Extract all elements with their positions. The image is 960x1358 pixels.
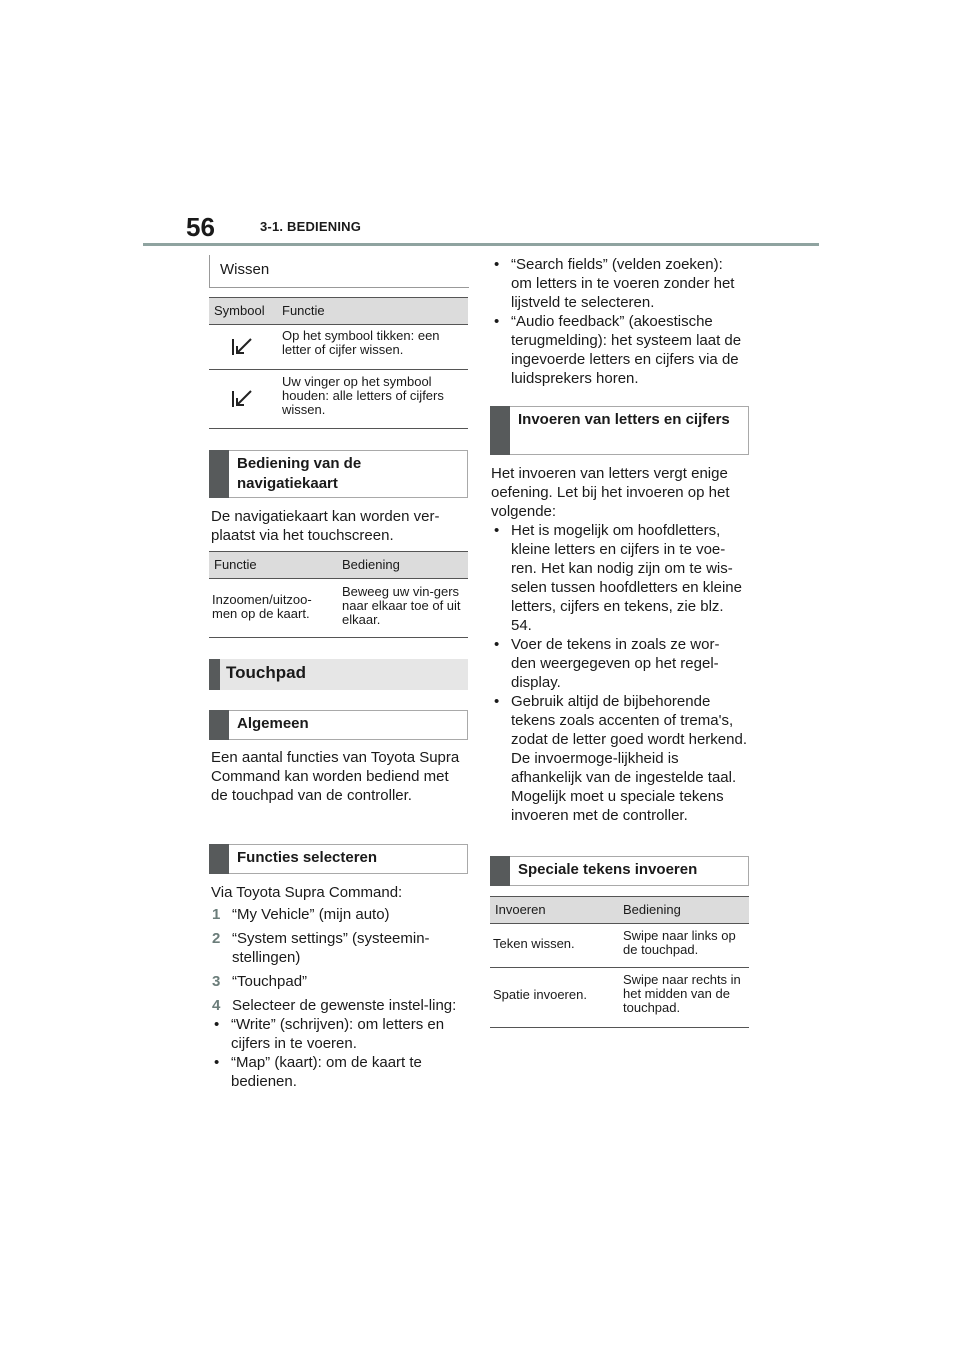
heading-bar xyxy=(490,406,510,455)
heading-bar xyxy=(209,710,229,740)
bullet-text: Het is mogelijk om hoofdletters, kleine letters en cijfers in te voe-ren. Het kan nodig zijn om te wis-selen tussen hoofdletters en kleine letters, cijfers en tekens, zie blz. 54. xyxy=(511,522,742,634)
bullet-icon: • xyxy=(494,256,500,273)
list-item xyxy=(211,1053,461,1091)
table-row xyxy=(209,325,468,370)
cell: Swipe naar rechts in het midden van de touchpad. xyxy=(623,972,741,1015)
bullet-text: “Map” (kaart): om de kaart te bedienen. xyxy=(231,1054,422,1090)
bullet-icon: • xyxy=(214,1054,220,1071)
step-number: 3 xyxy=(212,973,221,990)
cell: Beweeg uw vin-gers naar elkaar toe of uit elkaar. xyxy=(342,584,461,627)
table-header xyxy=(490,897,749,924)
touchpad-heading: Touchpad xyxy=(226,663,306,682)
heading-bar xyxy=(209,659,220,690)
col-header: Invoeren xyxy=(495,902,546,917)
right-top-bullets xyxy=(491,255,747,388)
cell: Spatie invoeren. xyxy=(493,987,587,1002)
step-text: Selecteer de gewenste instel-ling: xyxy=(232,997,457,1014)
invoeren-body xyxy=(491,464,747,825)
invoeren-heading-box xyxy=(490,406,749,455)
table-row xyxy=(209,579,468,638)
col-header: Bediening xyxy=(342,557,400,572)
heading-bar xyxy=(490,856,510,886)
algemeen-heading-box xyxy=(209,710,468,740)
step-item xyxy=(211,972,469,991)
nav-table xyxy=(209,551,468,638)
bullet-text: Voer de tekens in zoals ze wor-den weergegeven op het regel-display. xyxy=(511,636,720,691)
section-title: 3-1. BEDIENING xyxy=(260,219,362,234)
bullet-text: “Write” (schrijven): om letters en cijfers in te voeren. xyxy=(231,1016,445,1052)
header-rule xyxy=(143,243,819,246)
wissen-table xyxy=(209,297,468,429)
bullet-text: Gebruik altijd de bijbehorende tekens zoals accenten of trema's, zodat de letter goed wordt herkend. De invoermoge-lijkheid is afhankelijk van de ingestelde taal. Mogelijk moet u speciale tekens invoeren met de controller. xyxy=(511,693,747,824)
list-item xyxy=(491,312,747,388)
bullet-icon: • xyxy=(494,636,500,653)
table-header xyxy=(209,298,468,325)
bullet-icon: • xyxy=(494,693,500,710)
functies-intro: Via Toyota Supra Command: xyxy=(211,884,403,901)
functies-body xyxy=(211,883,469,1091)
table-row xyxy=(490,924,749,968)
table-header xyxy=(209,552,468,579)
wissen-title-box xyxy=(209,255,469,288)
speciale-heading-box xyxy=(490,856,749,886)
algemeen-text: Een aantal functies van Toyota Supra Command kan worden bediend met de touchpad van de controller. xyxy=(211,749,460,804)
list-item xyxy=(491,255,747,312)
bullet-icon: • xyxy=(494,522,500,539)
nav-heading-box xyxy=(209,450,468,498)
col-header: Functie xyxy=(214,557,257,572)
list-item xyxy=(211,1015,471,1053)
step-item xyxy=(211,996,472,1015)
page-number: 56 xyxy=(186,212,215,242)
backspace-icon xyxy=(231,337,253,360)
step-number: 4 xyxy=(212,997,221,1014)
cell: Teken wissen. xyxy=(493,936,575,951)
step-text: “Touchpad” xyxy=(232,973,308,990)
step-text: “System settings” (systeemin-stellingen) xyxy=(232,930,430,966)
step-item xyxy=(211,905,469,924)
backspace-icon xyxy=(231,389,253,412)
cell: Swipe naar links op de touchpad. xyxy=(623,928,736,957)
invoeren-text: Het invoeren van letters vergt enige oefening. Let bij het invoeren op het volgende: xyxy=(491,465,730,520)
invoeren-heading: Invoeren van letters en cijfers xyxy=(518,411,730,428)
nav-text: De navigatiekaart kan worden ver-plaatst via het touchscreen. xyxy=(211,508,440,544)
col-header: Symbool xyxy=(214,303,265,318)
bullet-text: “Audio feedback” (akoestische terugmelding): het systeem laat de ingevoerde letters en cijfers via de luidsprekers horen. xyxy=(511,313,742,387)
heading-bar xyxy=(209,844,229,874)
bullet-text: “Search fields” (velden zoeken): om letters in te voeren zonder het lijstveld te selecteren. xyxy=(511,256,735,311)
bullet-icon: • xyxy=(494,313,500,330)
functies-heading: Functies selecteren xyxy=(237,849,378,866)
touchpad-heading-box xyxy=(209,659,468,690)
step-text: “My Vehicle” (mijn auto) xyxy=(232,906,390,923)
heading-bar xyxy=(209,450,229,498)
list-item xyxy=(491,692,747,825)
speciale-table xyxy=(490,896,749,1028)
col-header: Functie xyxy=(282,303,325,318)
row-text: Uw vinger op het symbool houden: alle letters of cijfers wissen. xyxy=(282,374,444,417)
functies-heading-box xyxy=(209,844,468,874)
step-number: 2 xyxy=(212,930,221,947)
row-text: Op het symbool tikken: een letter of cijfer wissen. xyxy=(282,328,440,357)
table-row xyxy=(490,968,749,1028)
step-number: 1 xyxy=(212,906,221,923)
list-item xyxy=(491,635,741,692)
speciale-heading: Speciale tekens invoeren xyxy=(518,861,698,878)
table-row xyxy=(209,370,468,429)
cell: Inzoomen/uitzoo-men op de kaart. xyxy=(212,592,312,621)
algemeen-heading: Algemeen xyxy=(237,715,309,732)
bullet-icon: • xyxy=(214,1016,220,1033)
col-header: Bediening xyxy=(623,902,681,917)
list-item xyxy=(491,521,747,635)
step-item xyxy=(211,929,470,967)
wissen-title: Wissen xyxy=(220,261,270,278)
nav-heading: Bediening van de navigatiekaart xyxy=(237,455,362,492)
